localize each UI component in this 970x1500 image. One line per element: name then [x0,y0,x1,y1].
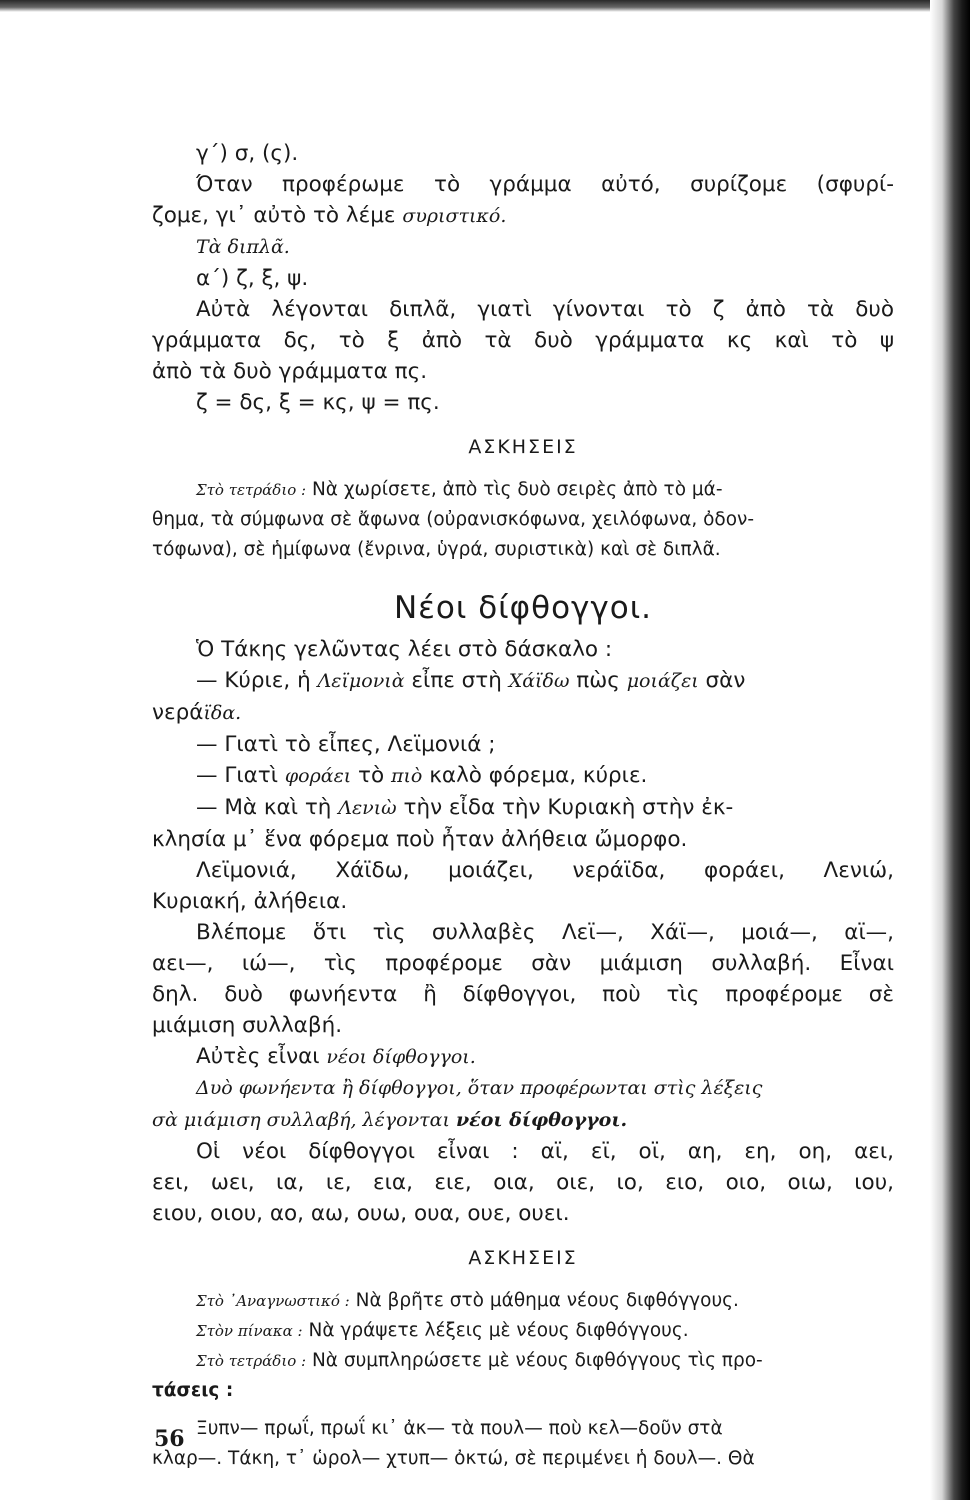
section-title: Νέοι δίφθογγοι. [393,590,653,626]
text-line [152,665,894,697]
text-span: — Μὰ καὶ τὴ [196,795,339,820]
text-span: τὸ [351,763,391,788]
spacer [152,1406,894,1414]
text-span: καλὸ φόρεμα, κύριε. [422,763,648,788]
text-span: Αὐτὲς εἶναι [196,1044,327,1069]
text-line: Λεϊμονιά, Χάϊδω, μοιάζει, νεράϊδα, φοράει, Λενιώ, [196,858,894,883]
italic-term: συριστικό. [402,205,507,227]
exercises-heading: ΑΣΚΗΣΕΙΣ [468,1247,578,1269]
scan-top-edge [0,0,970,12]
text-line: ειου, οιου, αο, αω, ουω, ουα, ουε, ουει. [152,1201,570,1226]
formula-line: ζ = δς, ξ = κς, ψ = πς. [196,390,440,415]
rule-line: Δυὸ φωνήεντα ἢ δίφθογγοι, ὅταν προφέρωνται στὶς λέξεις [196,1077,763,1099]
exercise-line: τάσεις : [152,1380,234,1401]
text-span: εἶπε στὴ [404,668,509,693]
text-span: Νὰ βρῆτε στὸ μάθημα νέους διφθόγγους. [349,1290,739,1311]
text-line: γ΄) σ, (ς). [196,141,299,166]
rule-line [152,1104,894,1136]
italic-word: μοιάζει [626,670,699,692]
italic-term: νέοι δίφθογγοι. [326,1046,476,1068]
text-line: δηλ. δυὸ φωνήεντα ἢ δίφθογγοι, ποὺ τὶς προφέρομε σὲ [152,982,894,1007]
text-line: ἀπὸ τὰ δυὸ γράμματα πς. [152,359,428,384]
exercise-line [152,475,894,505]
exercise-line: θημα, τὰ σύμφωνα σὲ ἄφωνα (οὐρανισκόφωνα, χειλόφωνα, ὀδον- [152,509,755,530]
text-line: μιάμιση συλλαβή. [152,1013,343,1038]
text-span: ζομε, γι᾽ αὐτὸ τὸ λέμε [152,203,403,228]
text-span: πὼς [569,668,627,693]
text-span: σὰν [698,668,746,693]
italic-word: πιὸ [391,765,423,787]
text-span: — Γιατὶ [196,763,285,788]
text-span: Νὰ γράψετε λέξεις μὲ νέους διφθόγγους. [302,1320,689,1341]
text-line: Αὐτὰ λέγονται διπλᾶ, γιατὶ γίνονται τὸ ζ ἀπὸ τὰ δυὸ [196,297,894,322]
exercise-line: τόφωνα), σὲ ἡμίφωνα (ἔνρινα, ὑγρά, συριστικὰ) καὶ σὲ διπλᾶ. [152,539,721,560]
text-line: εει, ωει, ια, ιε, εια, ειε, οια, οιε, ιο, ειο, οιο, οιω, ιου, [152,1170,894,1195]
exercise-label: Στὸ τετράδιο : [196,481,307,499]
text-span: Νὰ χωρίσετε, ἀπὸ τὶς δυὸ σειρὲς ἀπὸ τὸ μά- [306,479,723,500]
bold-term: νέοι δίφθογγοι. [455,1109,628,1131]
text-line: Οἱ νέοι δίφθογγοι εἶναι : αϊ, εϊ, οϊ, αη, εη, οη, αει, [196,1139,894,1164]
text-line: Ὁ Τάκης γελῶντας λέει στὸ δάσκαλο : [196,637,613,662]
text-line [152,760,894,792]
italic-word: Χάϊδω [508,670,570,692]
exercise-label: Στὸ ᾽Αναγνωστικό : [196,1292,350,1310]
text-line: Κυριακή, ἀλήθεια. [152,889,348,914]
exercise-line: κλαρ—. Τάκη, τ᾽ ὡρολ— χτυπ— ὀκτώ, σὲ περιμένει ἡ δουλ—. Θὰ [152,1448,755,1469]
exercise-line [152,1316,894,1346]
italic-word: ϊδα. [203,702,242,724]
exercise-label: Στὸ τετράδιο : [196,1352,307,1370]
italic-word: Λεϊμονιὰ [317,670,405,692]
italic-word: φοράει [284,765,352,787]
text-span: Νὰ συμπληρώσετε μὲ νέους διφθόγγους τὶς προ- [306,1350,763,1371]
exercise-line [152,1346,894,1376]
exercises-heading: ΑΣΚΗΣΕΙΣ [468,436,578,458]
page-content [152,138,894,1474]
text-line: — Γιατὶ τὸ εἶπες, Λεϊμονιά ; [196,732,496,757]
text-line: α΄) ζ, ξ, ψ. [196,266,309,291]
exercise-line: Ξυπν— πρωΐ, πρωΐ κι᾽ ἀκ— τὰ πουλ— ποὺ κελ—δοῦν στὰ [196,1418,723,1439]
text-line: αει—, ιώ—, τὶς προφέρομε σὰν μιάμιση συλλαβή. Εἶναι [152,951,894,976]
text-span: τὴν εἶδα τὴν Κυριακὴ στὴν ἐκ- [396,795,734,820]
text-line: Όταν προφέρωμε τὸ γράμμα αὐτό, συρίζομε (σφυρί- [196,172,894,197]
text-line: κλησία μ᾽ ἕνα φόρεμα ποὺ ἦταν ἀλήθεια ὤμορφο. [152,827,688,852]
text-line: Βλέπομε ὅτι τὶς συλλαβὲς Λεϊ—, Χάϊ—, μοιά—, αϊ—, [196,920,894,945]
text-line [152,1041,894,1073]
italic-word: Λενιὼ [338,797,397,819]
text-span: — Κύριε, ἡ [196,668,318,693]
book-spine-shadow [930,0,970,1500]
page-number: 56 [154,1426,185,1452]
text-line [152,697,894,729]
exercise-label: Στὸν πίνακα : [196,1322,303,1340]
text-line [152,792,894,824]
italic-span: σὰ μιάμιση συλλαβή, λέγονται [152,1109,456,1131]
exercise-line [152,1286,894,1316]
text-span: νερά [152,700,204,725]
text-line: γράμματα δς, τὸ ξ ἀπὸ τὰ δυὸ γράμματα κς καὶ τὸ ψ [152,328,894,353]
subheading-diplá: Τὰ διπλᾶ. [196,236,290,258]
text-line [152,200,894,232]
